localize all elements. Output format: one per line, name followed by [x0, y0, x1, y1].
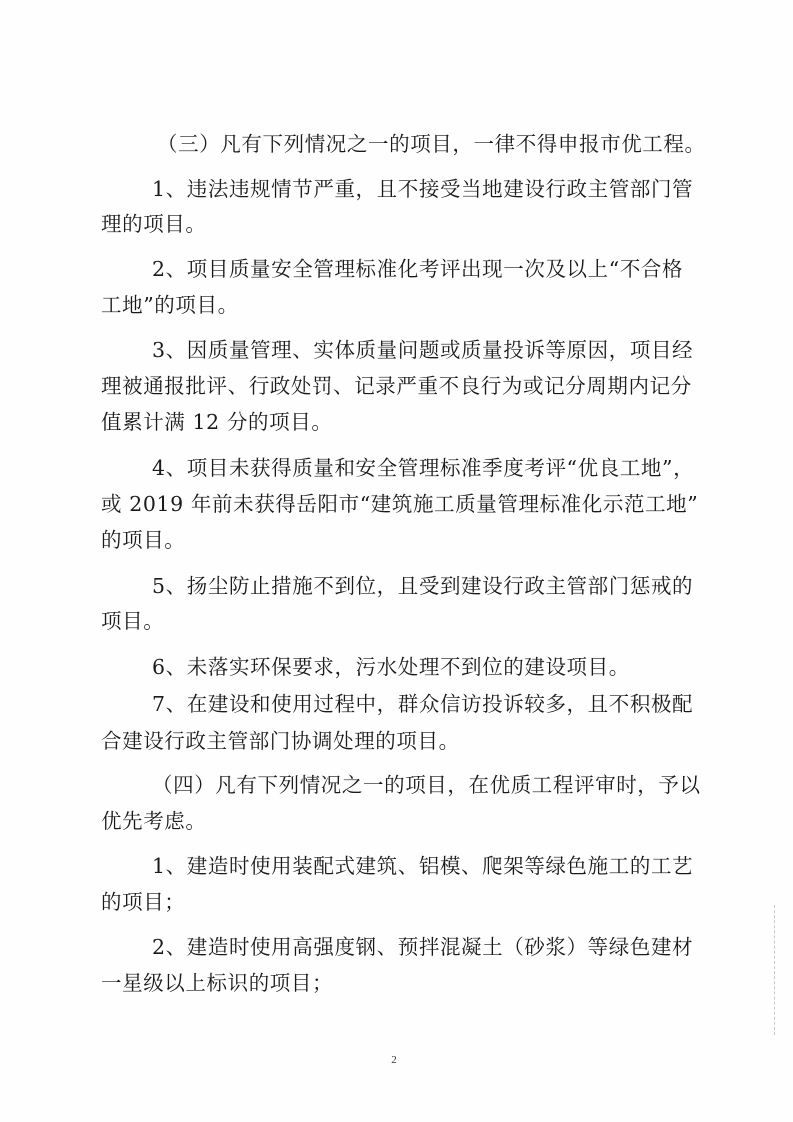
text-line: 优先考虑。: [101, 809, 207, 833]
text-line: 4、项目未获得质量和安全管理标准季度考评“优良工地”，: [152, 456, 695, 480]
text-line: 一星级以上标识的项目；: [101, 971, 334, 995]
text-line: 合建设行政主管部门协调处理的项目。: [101, 729, 460, 753]
text-line: （三）凡有下列情况之一的项目，一律不得申报市优工程。: [157, 132, 706, 156]
text-line: 1、违法违规情节严重，且不接受当地建设行政主管部门管: [152, 177, 694, 201]
text-line: 或 2019 年前未获得岳阳市“建筑施工质量管理标准化示范工地”: [101, 492, 699, 516]
text-line: 3、因质量管理、实体质量问题或质量投诉等原因，项目经: [152, 338, 694, 362]
text-line: 项目。: [101, 609, 165, 633]
text-line: 2、项目质量安全管理标准化考评出现一次及以上“不合格: [152, 257, 684, 281]
text-line: 的项目；: [101, 890, 186, 914]
text-line: 5、扬尘防止措施不到位，且受到建设行政主管部门惩戒的: [152, 574, 694, 598]
text-line: 的项目。: [101, 528, 186, 552]
scan-edge-mark: [774, 905, 781, 1035]
text-line: （四）凡有下列情况之一的项目，在优质工程评审时，予以: [152, 773, 701, 797]
text-line: 6、未落实环保要求，污水处理不到位的建设项目。: [152, 655, 630, 679]
text-line: 7、在建设和使用过程中，群众信访投诉较多，且不积极配: [152, 692, 694, 716]
text-line: 理被通报批评、行政处罚、记录严重不良行为或记分周期内记分: [101, 374, 692, 398]
page-number: 2: [391, 1054, 397, 1066]
text-line: 1、建造时使用装配式建筑、铝模、爬架等绿色施工的工艺: [152, 854, 694, 878]
text-line: 工地”的项目。: [101, 293, 239, 317]
text-line: 理的项目。: [101, 212, 207, 236]
text-line: 值累计满 12 分的项目。: [101, 410, 333, 434]
text-line: 2、建造时使用高强度钢、预拌混凝土（砂浆）等绿色建材: [152, 935, 694, 959]
